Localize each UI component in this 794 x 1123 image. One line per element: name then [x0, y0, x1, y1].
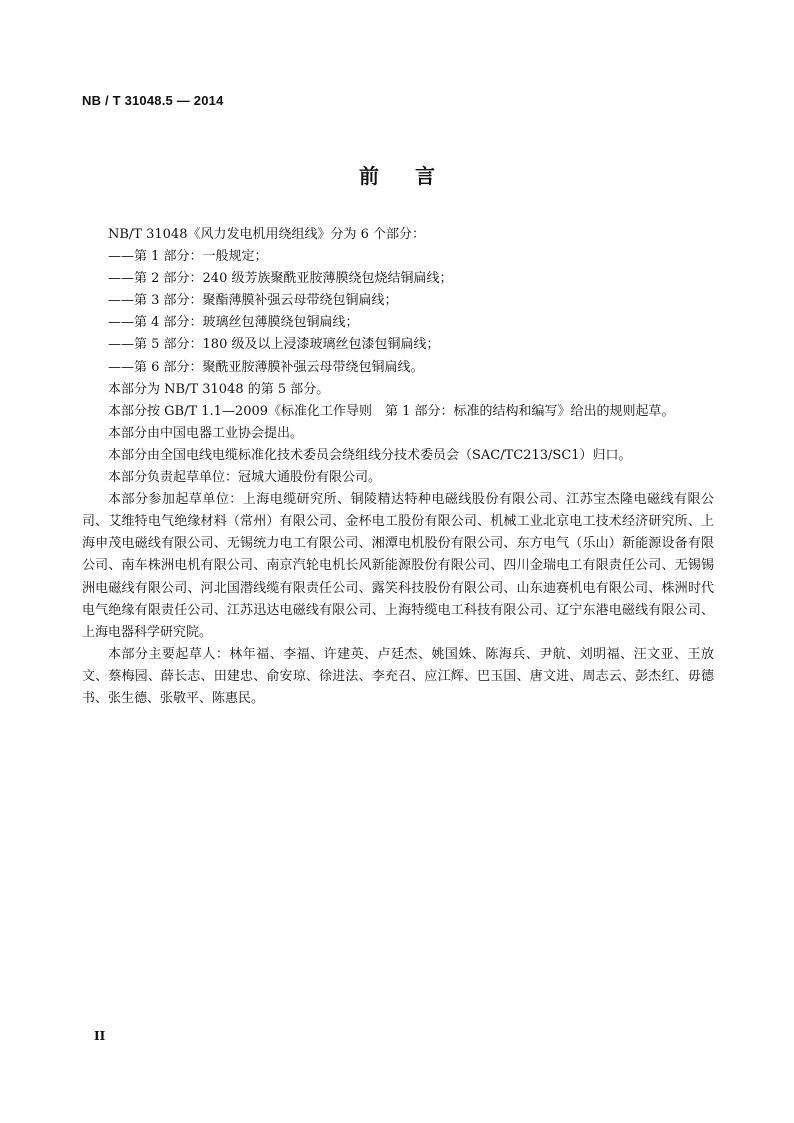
- page-number: II: [94, 1029, 106, 1043]
- standard-code: NB / T 31048.5 — 2014: [82, 93, 224, 108]
- governing-committee: 本部分由全国电线电缆标准化技术委员会绕组线分技术委员会（SAC/TC213/SC1）归口。: [108, 447, 632, 463]
- proposer: 本部分由中国电器工业协会提出。: [108, 425, 304, 441]
- page-title: 前言: [359, 164, 471, 188]
- participating-drafters: 本部分参加起草单位：上海电缆研究所、铜陵精达特种电磁线股份有限公司、江苏宝杰隆电磁线有限公司、艾维特电气绝缘材料（常州）有限公司、金杯电工股份有限公司、机械工业北京电工技术经济研究所、上海申茂电磁线有限公司、无锡统力电工有限公司、湘潭电机股份有限公司、东方电气（乐山）新能源设备有限公司、南车株洲电机有限公司、南京汽轮电机长风新能源股份有限公司、四川金瑞电工有限责任公司、无锡锡洲电磁线有限公司、河北国潜线缆有限责任公司、露笑科技股份有限公司、山东迪赛机电有限公司、株洲时代电气绝缘有限责任公司、江苏迅达电磁线有限公司、上海特缆电工科技有限公司、辽宁东港电磁线有限公司、上海电器科学研究院。: [82, 492, 714, 640]
- part-item: ——第 3 部分：聚酯薄膜补强云母带绕包铜扁线；: [108, 293, 398, 309]
- part-item: ——第 1 部分：一般规定；: [108, 249, 268, 265]
- part-item: ——第 6 部分：聚酰亚胺薄膜补强云母带绕包铜扁线。: [108, 359, 424, 375]
- part-statement: 本部分为 NB/T 31048 的第 5 部分。: [108, 381, 330, 397]
- drafting-rules: 本部分按 GB/T 1.1—2009《标准化工作导则 第 1 部分：标准的结构和编写》给出的规则起草。: [108, 403, 675, 419]
- lead-drafter: 本部分负责起草单位：冠城大通股份有限公司。: [108, 470, 382, 486]
- part-item: ——第 4 部分：玻璃丝包薄膜绕包铜扁线；: [108, 315, 359, 331]
- foreword-body: [82, 224, 714, 710]
- part-item: ——第 5 部分：180 级及以上浸漆玻璃丝包漆包铜扁线；: [108, 337, 440, 353]
- main-drafters: 本部分主要起草人：林年福、李福、许建英、卢廷杰、姚国姝、陈海兵、尹航、刘明福、汪文亚、王放文、蔡梅园、薛长志、田建忠、俞安琼、徐进法、李充召、应江辉、巴玉国、唐文进、周志云、彭杰红、毋德书、张生德、张敬平、陈惠民。: [82, 646, 714, 706]
- intro-paragraph: NB/T 31048《风力发电机用绕组线》分为 6 个部分：: [108, 227, 426, 242]
- part-item: ——第 2 部分：240 级芳族聚酰亚胺薄膜绕包烧结铜扁线；: [108, 271, 453, 287]
